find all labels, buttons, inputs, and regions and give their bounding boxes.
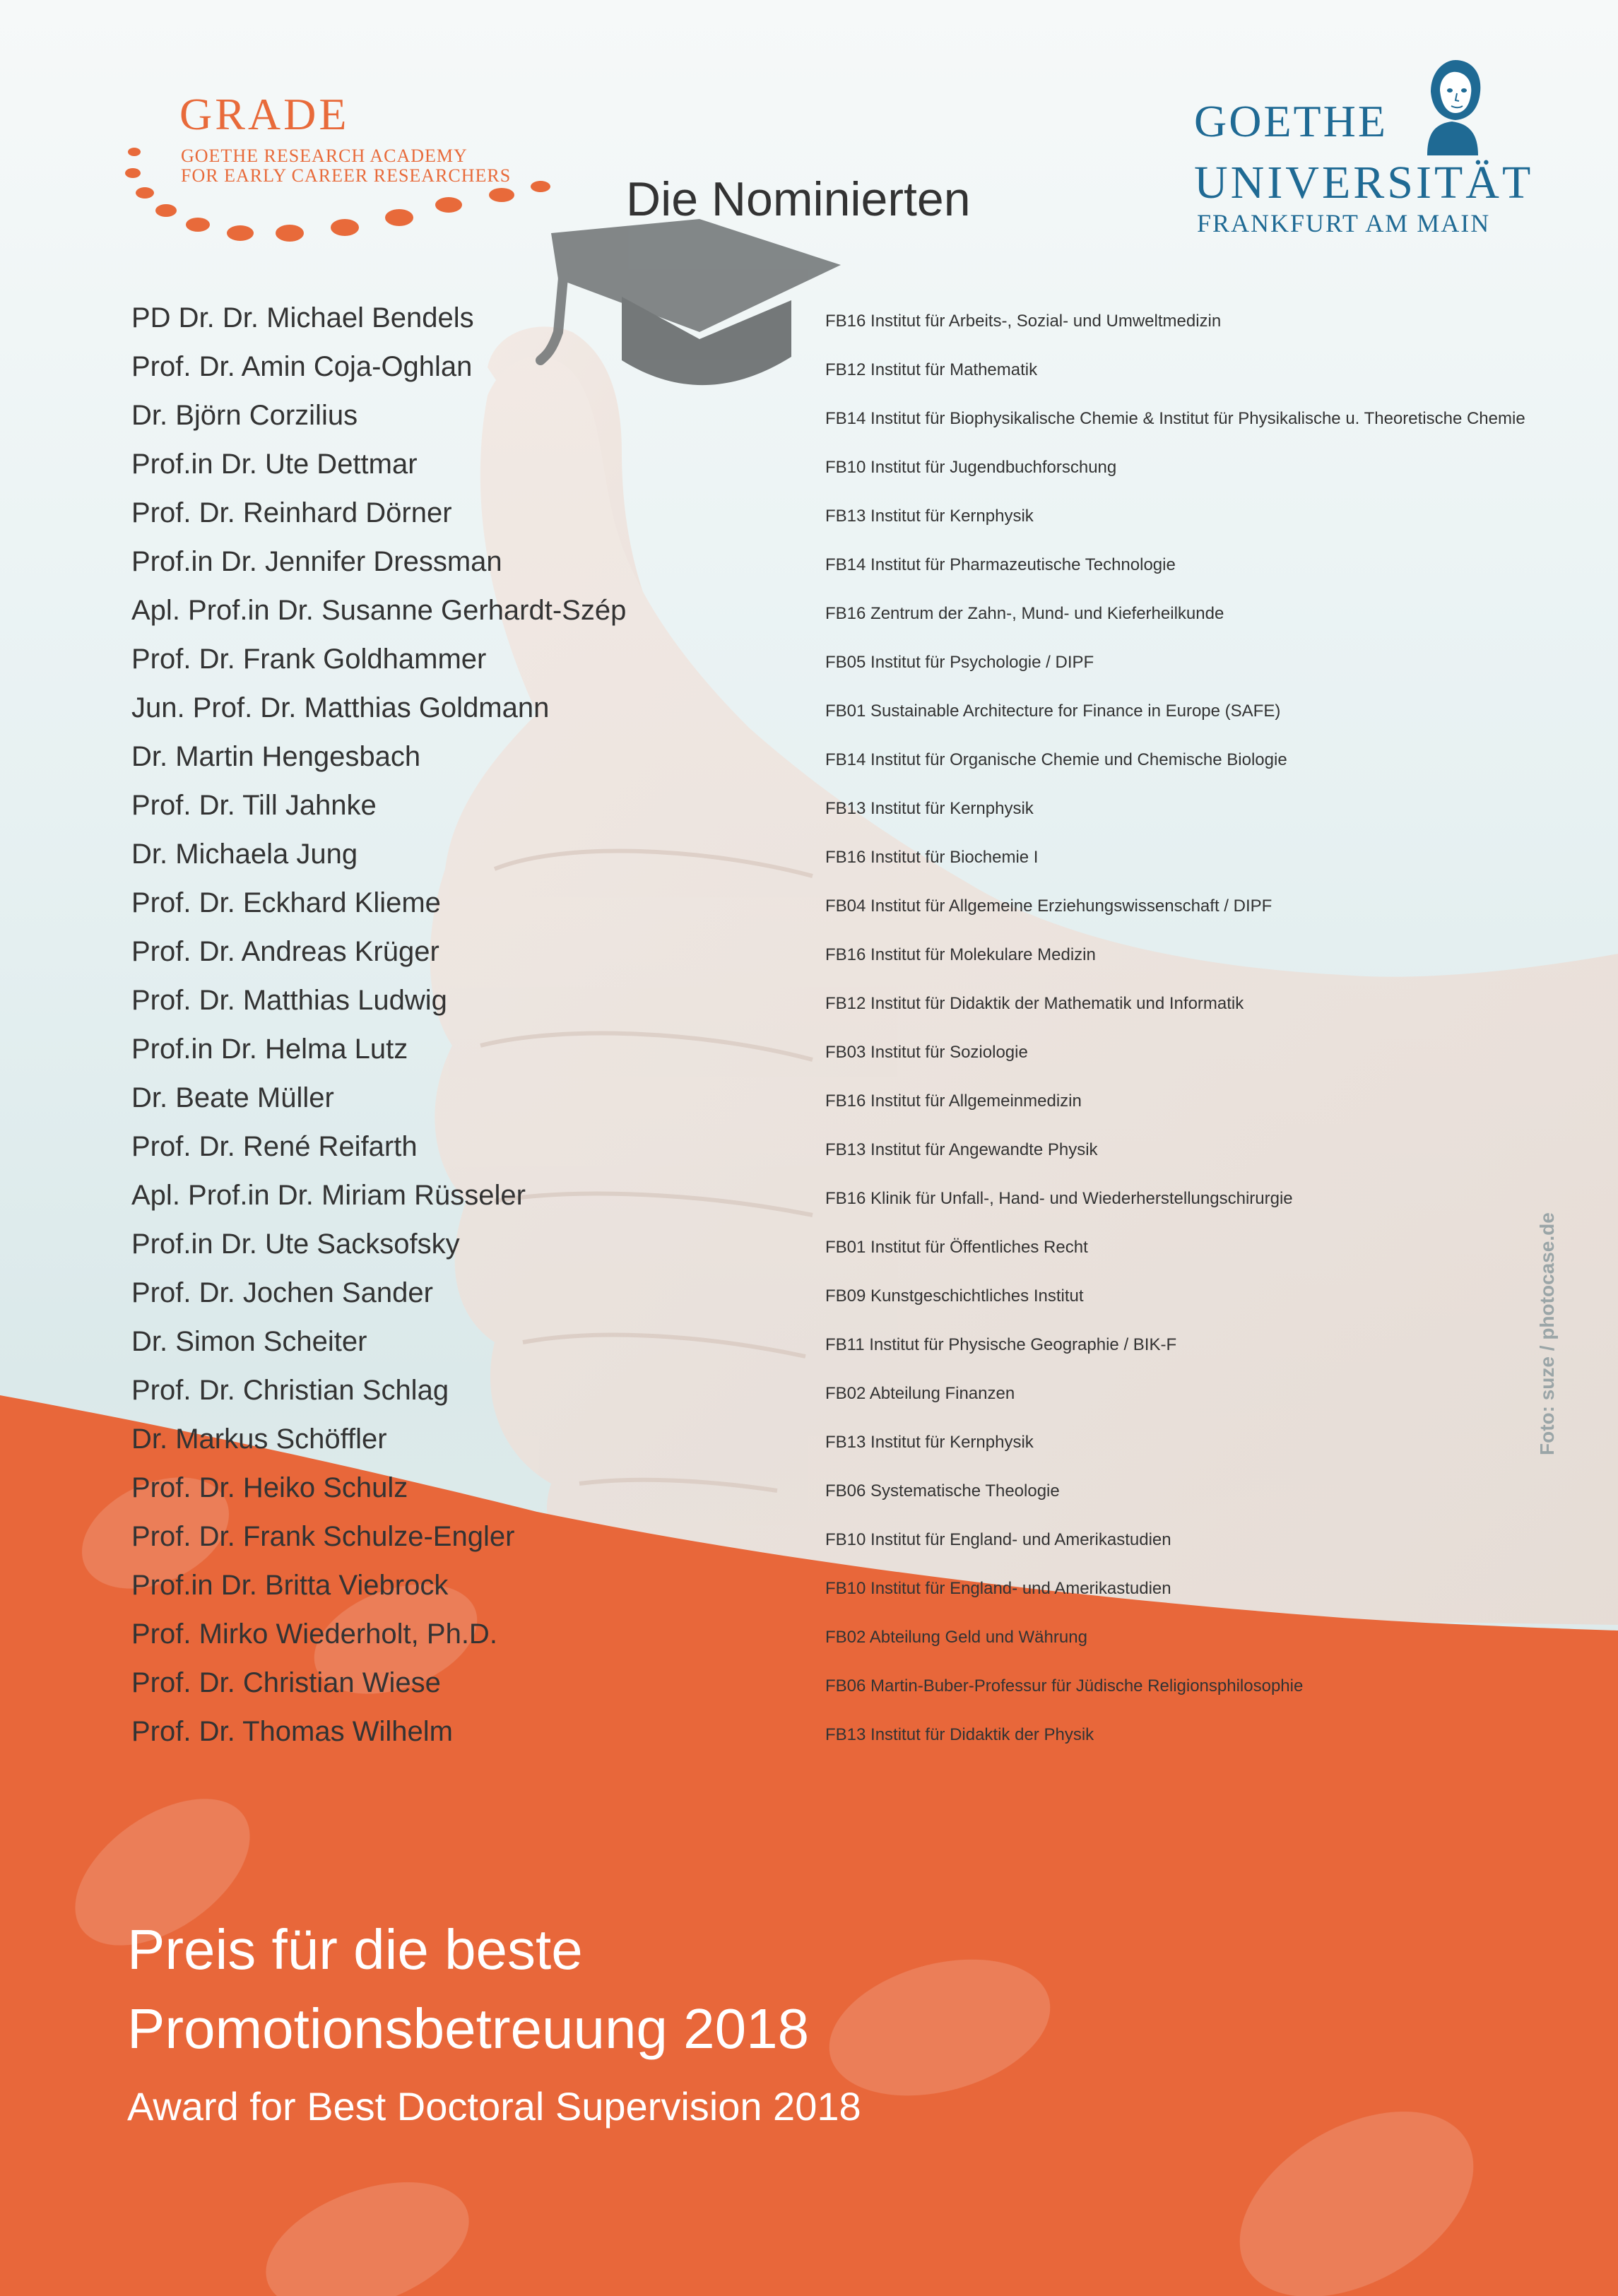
nominee-row [0, 1669, 1618, 1717]
goethe-city: FRANKFURT AM MAIN [1197, 209, 1491, 237]
nominee-name: Dr. Michaela Jung [131, 839, 358, 870]
nominee-institute: FB14 Institut für Organische Chemie und Chemische Biologie [825, 750, 1287, 769]
nominee-name: Apl. Prof.in Dr. Susanne Gerhardt-Szép [131, 595, 627, 626]
nominee-row [0, 1279, 1618, 1327]
nominee-name: Prof. Dr. Jochen Sander [131, 1277, 433, 1308]
page-title: Die Nominierten [626, 172, 971, 226]
nominee-row [0, 304, 1618, 353]
nominee-institute: FB13 Institut für Kernphysik [825, 799, 1034, 818]
nominee-name: Prof. Dr. René Reifarth [131, 1131, 418, 1162]
nominee-name: Prof. Dr. Matthias Ludwig [131, 985, 447, 1016]
photo-credit: Foto: suze / photocase.de [1536, 1212, 1558, 1455]
nominee-name: Prof. Dr. Heiko Schulz [131, 1472, 408, 1503]
nominee-institute: FB01 Sustainable Architecture for Finance in Europe (SAFE) [825, 702, 1281, 721]
nominee-row [0, 1376, 1618, 1425]
nominee-institute: FB04 Institut für Allgemeine Erziehungswissenschaft / DIPF [825, 896, 1272, 916]
nominee-institute: FB02 Abteilung Finanzen [825, 1384, 1015, 1403]
nominee-institute: FB10 Institut für Jugendbuchforschung [825, 458, 1117, 477]
nominee-institute: FB01 Institut für Öffentliches Recht [825, 1238, 1088, 1257]
nominee-institute: FB11 Institut für Physische Geographie / BIK-F [825, 1335, 1177, 1354]
nominee-institute: FB13 Institut für Angewandte Physik [825, 1140, 1098, 1159]
nominee-institute: FB16 Institut für Biochemie I [825, 848, 1039, 867]
nominee-institute: FB10 Institut für England- und Amerikastudien [825, 1579, 1171, 1598]
nominee-row [0, 596, 1618, 645]
goethe-portrait-icon [1399, 57, 1505, 155]
nominee-name: Prof.in Dr. Jennifer Dressman [131, 546, 502, 577]
nominee-name: Prof.in Dr. Helma Lutz [131, 1034, 408, 1065]
award-title-de-line1: Preis für die beste [127, 1918, 583, 1981]
nominee-institute: FB14 Institut für Pharmazeutische Technologie [825, 555, 1176, 574]
nominee-name: Dr. Martin Hengesbach [131, 741, 421, 772]
nominee-row [0, 1132, 1618, 1181]
nominee-institute: FB13 Institut für Kernphysik [825, 507, 1034, 526]
nominee-institute: FB02 Abteilung Geld und Währung [825, 1628, 1087, 1647]
nominee-row [0, 1620, 1618, 1669]
nominee-institute: FB16 Institut für Molekulare Medizin [825, 945, 1096, 964]
nominee-institute: FB06 Martin-Buber-Professur für Jüdische Religionsphilosophie [825, 1676, 1304, 1696]
nominee-name: Dr. Simon Scheiter [131, 1326, 367, 1357]
nominee-row [0, 548, 1618, 596]
nominee-row [0, 791, 1618, 840]
nominee-name: Prof. Dr. Amin Coja-Oghlan [131, 351, 473, 382]
nominee-row [0, 1474, 1618, 1522]
nominee-name: Prof.in Dr. Britta Viebrock [131, 1570, 449, 1601]
nominee-name: Prof. Mirko Wiederholt, Ph.D. [131, 1619, 497, 1650]
nominee-row [0, 840, 1618, 889]
nominee-row [0, 401, 1618, 450]
nominee-name: Prof.in Dr. Ute Dettmar [131, 449, 418, 480]
nominee-name: Prof. Dr. Christian Schlag [131, 1375, 449, 1406]
nominee-name: Jun. Prof. Dr. Matthias Goldmann [131, 692, 550, 723]
nominee-row [0, 889, 1618, 937]
nominee-name: Prof. Dr. Frank Goldhammer [131, 644, 487, 675]
award-title-en: Award for Best Doctoral Supervision 2018 [127, 2084, 861, 2129]
goethe-university-word: UNIVERSITÄT [1194, 157, 1534, 208]
nominee-name: Dr. Björn Corzilius [131, 400, 358, 431]
nominee-name: Prof. Dr. Thomas Wilhelm [131, 1716, 453, 1747]
nominee-name: Dr. Beate Müller [131, 1082, 334, 1113]
nominee-institute: FB12 Institut für Mathematik [825, 360, 1038, 379]
nominee-row [0, 694, 1618, 742]
nominee-row [0, 1084, 1618, 1132]
goethe-university-logo [1187, 57, 1534, 240]
nominee-name: Dr. Markus Schöffler [131, 1424, 387, 1455]
nominee-row [0, 1717, 1618, 1766]
nominee-institute: FB16 Zentrum der Zahn-, Mund- und Kieferheilkunde [825, 604, 1224, 623]
nominee-row [0, 499, 1618, 548]
grade-logo [120, 89, 558, 247]
grade-subtitle-line1: GOETHE RESEARCH ACADEMY [181, 146, 468, 166]
nominee-name: Prof. Dr. Eckhard Klieme [131, 887, 441, 918]
nominee-institute: FB06 Systematische Theologie [825, 1481, 1060, 1501]
nominee-row [0, 742, 1618, 791]
nominee-name: Prof. Dr. Andreas Krüger [131, 936, 439, 967]
nominee-row [0, 1425, 1618, 1474]
nominee-row [0, 353, 1618, 401]
grade-title: GRADE [179, 89, 350, 139]
nominee-row [0, 937, 1618, 986]
goethe-name: GOETHE [1194, 96, 1388, 146]
nominee-institute: FB16 Klinik für Unfall-, Hand- und Wiederherstellungschirurgie [825, 1189, 1293, 1208]
nominee-institute: FB13 Institut für Kernphysik [825, 1433, 1034, 1452]
nominee-row [0, 1522, 1618, 1571]
nominee-row [0, 645, 1618, 694]
nominee-name: Prof. Dr. Frank Schulze-Engler [131, 1521, 515, 1552]
award-title-de-line2: Promotionsbetreuung 2018 [127, 1997, 810, 2060]
nominee-row [0, 1181, 1618, 1230]
nominee-row [0, 1327, 1618, 1376]
nominee-institute: FB13 Institut für Didaktik der Physik [825, 1725, 1094, 1744]
nominee-institute: FB16 Institut für Arbeits-, Sozial- und Umweltmedizin [825, 312, 1222, 331]
nominee-institute: FB14 Institut für Biophysikalische Chemie & Institut für Physikalische u. Theoretische Chemie [825, 409, 1525, 428]
nominee-name: Prof.in Dr. Ute Sacksofsky [131, 1229, 460, 1260]
nominee-institute: FB05 Institut für Psychologie / DIPF [825, 653, 1094, 672]
grade-subtitle-line2: FOR EARLY CAREER RESEARCHERS [181, 165, 512, 186]
nominee-row [0, 450, 1618, 499]
nominee-institute: FB09 Kunstgeschichtliches Institut [825, 1286, 1084, 1306]
nominee-name: Apl. Prof.in Dr. Miriam Rüsseler [131, 1180, 526, 1211]
nominee-name: Prof. Dr. Reinhard Dörner [131, 497, 452, 528]
nominee-institute: FB12 Institut für Didaktik der Mathematik und Informatik [825, 994, 1244, 1013]
nominee-name: Prof. Dr. Till Jahnke [131, 790, 377, 821]
nominee-institute: FB16 Institut für Allgemeinmedizin [825, 1091, 1082, 1111]
nominee-name: Prof. Dr. Christian Wiese [131, 1667, 441, 1698]
nominee-institute: FB03 Institut für Soziologie [825, 1043, 1028, 1062]
nominee-row [0, 1571, 1618, 1620]
nominee-row [0, 1230, 1618, 1279]
nominee-institute: FB10 Institut für England- und Amerikastudien [825, 1530, 1171, 1549]
nominee-row [0, 1035, 1618, 1084]
nominee-name: PD Dr. Dr. Michael Bendels [131, 302, 474, 333]
nominee-row [0, 986, 1618, 1035]
